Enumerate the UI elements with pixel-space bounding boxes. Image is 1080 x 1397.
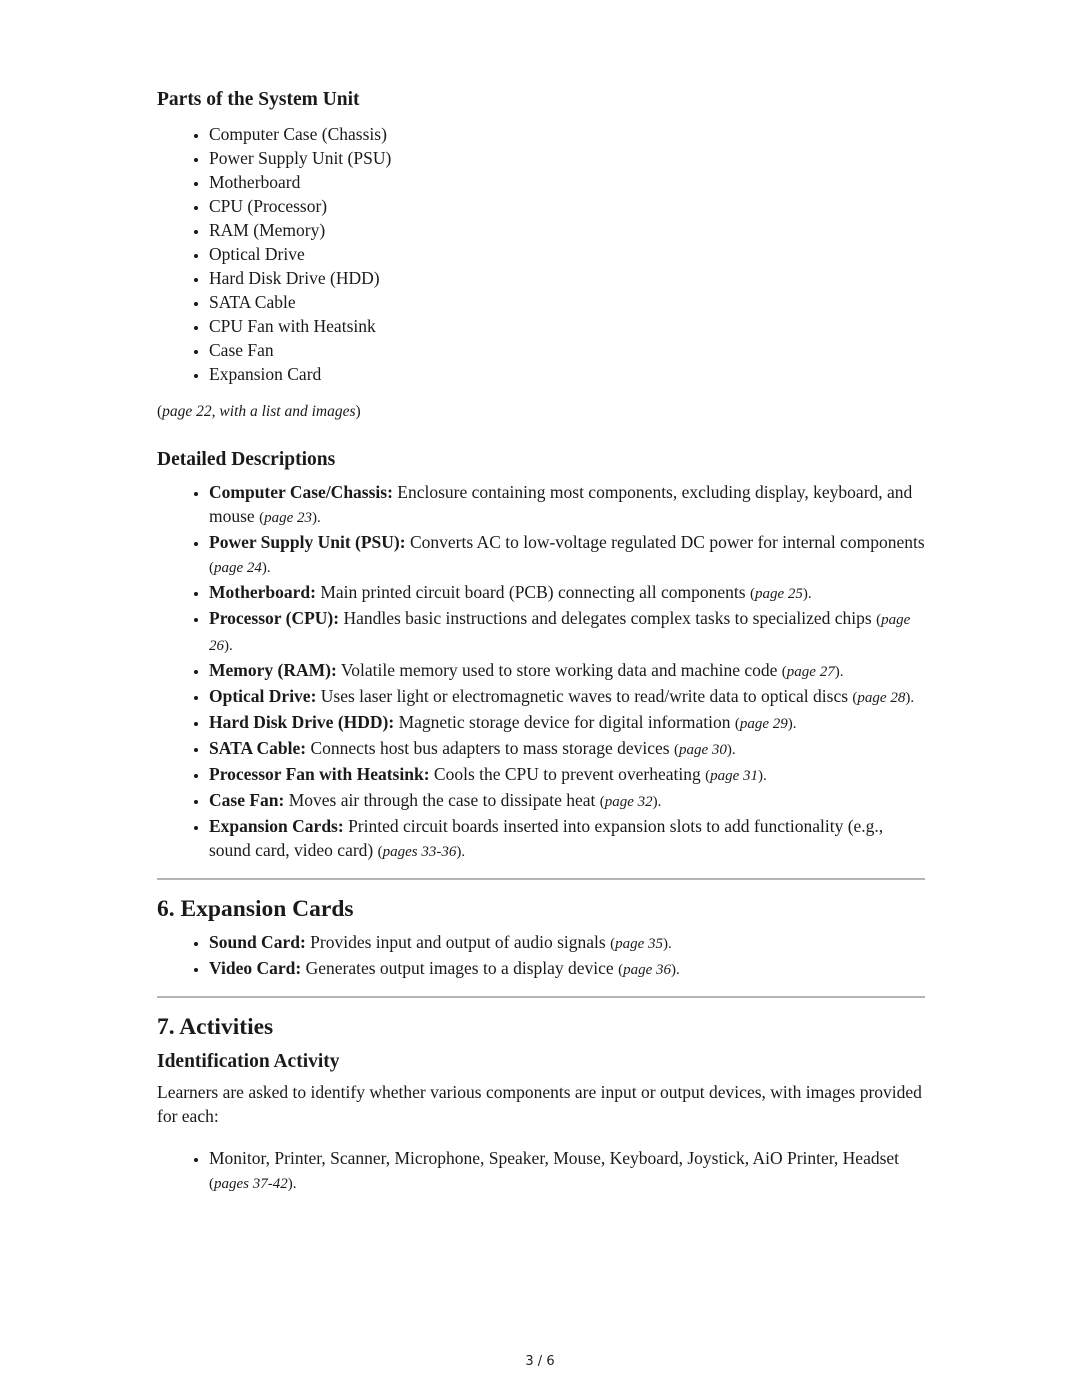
item-term: Hard Disk Drive (HDD): — [209, 712, 395, 732]
activities-heading: 7. Activities — [157, 1014, 274, 1040]
list-item — [209, 736, 925, 762]
detailed-heading: Detailed Descriptions — [157, 449, 336, 470]
parts-heading: Parts of the System Unit — [157, 89, 360, 110]
list-item — [209, 788, 925, 814]
item-description: Main printed circuit board (PCB) connecting all components — [315, 582, 750, 602]
page-ref-text: page 28 — [857, 690, 906, 706]
list-item: • CPU (Processor) — [209, 194, 925, 218]
item-description: Connects host bus adapters to mass storage devices — [306, 738, 674, 758]
list-item — [209, 684, 925, 710]
paren-open: ( — [734, 716, 740, 732]
paren-open: ( — [876, 612, 882, 628]
page-ref — [209, 560, 271, 576]
page-number-indicator: 3 / 6 — [525, 1354, 555, 1369]
page-ref — [735, 716, 797, 732]
paren-open: ( — [209, 1176, 214, 1192]
parts-list — [157, 122, 925, 386]
paren-close: ). — [287, 1176, 297, 1192]
paren-open: ( — [209, 560, 214, 576]
list-item: • Motherboard — [209, 170, 925, 194]
paren-close: ). — [663, 936, 672, 952]
section-detailed-descriptions — [157, 448, 925, 864]
list-item: • Optical Drive — [209, 242, 925, 266]
paren-open: ( — [599, 794, 605, 810]
page-ref-text: page 31 — [710, 768, 759, 784]
list-item — [209, 1146, 925, 1196]
expansion-heading: 6. Expansion Cards — [157, 896, 354, 922]
page-ref — [705, 768, 767, 784]
paren-open: ( — [674, 742, 679, 758]
activity-intro-paragraph: Learners are asked to identify whether various components are input or output devices, with images provided for each: — [157, 1082, 922, 1126]
item-term: SATA Cable: — [209, 738, 307, 758]
paren-close: ). — [905, 690, 915, 706]
page-ref — [750, 586, 812, 602]
page-ref — [378, 844, 466, 860]
paren-open: ( — [618, 962, 624, 978]
list-item: • Case Fan — [209, 338, 925, 362]
item-term: Case Fan: — [209, 790, 285, 810]
page-ref-text: page 29 — [739, 716, 788, 732]
activity-list — [157, 1146, 925, 1196]
item-description: Converts AC to low-voltage regulated DC power for internal components — [405, 532, 925, 552]
paren-close: ). — [787, 716, 797, 732]
page-ref-text: page 26 — [209, 612, 911, 654]
page-ref — [259, 510, 321, 526]
section-divider — [157, 996, 925, 998]
paren-close: ). — [670, 962, 680, 978]
item-description: Volatile memory used to store working data and machine code — [336, 660, 782, 680]
item-term: Optical Drive: — [209, 686, 317, 706]
paren-open: ( — [781, 664, 787, 680]
item-term: Video Card: — [209, 958, 302, 978]
page-ref-text: page 24 — [214, 560, 262, 576]
page-ref-text: page 25 — [754, 586, 803, 602]
section-parts — [157, 88, 925, 386]
item-description: Enclosure containing most components, excluding display, keyboard, and mouse — [209, 482, 913, 526]
page-ref — [852, 690, 914, 706]
item-description: Printed circuit boards inserted into expansion slots to add functionality (e.g., sound card, video card) — [209, 816, 884, 860]
list-item — [209, 814, 925, 864]
page-ref-text: page 36 — [623, 962, 671, 978]
item-description: Generates output images to a display device — [301, 958, 619, 978]
page-ref-text: page 35 — [615, 936, 663, 952]
expansion-list — [157, 930, 925, 982]
page-ref-text: page 32 — [604, 794, 653, 810]
list-item — [209, 658, 925, 684]
list-item: • Computer Case (Chassis) — [209, 122, 925, 146]
page-note-text: page 22, with a list and images — [162, 403, 356, 420]
paren-open: ( — [852, 690, 858, 706]
list-item: • CPU Fan with Heatsink — [209, 314, 925, 338]
item-description: Moves air through the case to dissipate heat — [284, 790, 600, 810]
paren-open: ( — [259, 510, 265, 526]
list-item: • Hard Disk Drive (HDD) — [209, 266, 925, 290]
paren-close: ). — [758, 768, 767, 784]
item-description: Provides input and output of audio signals — [305, 932, 611, 952]
paren-open: ( — [610, 936, 616, 952]
page-ref-text: page 30 — [679, 742, 727, 758]
list-item — [209, 530, 925, 580]
list-item — [209, 930, 925, 956]
item-description: Handles basic instructions and delegates complex tasks to specialized chips — [339, 608, 877, 628]
paren-close: ). — [261, 560, 271, 576]
item-term: Processor (CPU): — [209, 608, 340, 628]
page-ref — [782, 664, 844, 680]
section-divider — [157, 878, 925, 880]
paren-close: ). — [802, 586, 812, 602]
list-item: • Power Supply Unit (PSU) — [209, 146, 925, 170]
item-term: Expansion Cards: — [209, 816, 344, 836]
paren-open: ( — [377, 844, 383, 860]
identification-activity-heading: Identification Activity — [157, 1051, 340, 1072]
item-term: Processor Fan with Heatsink: — [209, 764, 430, 784]
page-ref-text: pages 37-42 — [214, 1176, 288, 1192]
page-ref-text: page 23 — [264, 510, 312, 526]
page-ref — [610, 936, 672, 952]
list-item — [209, 606, 925, 658]
paren-close: ). — [834, 664, 844, 680]
item-term: Computer Case/Chassis: — [209, 482, 393, 502]
paren-close: ). — [726, 742, 736, 758]
page-ref — [618, 962, 680, 978]
paren-close: ). — [224, 638, 233, 654]
list-item — [209, 480, 925, 530]
list-item — [209, 762, 925, 788]
paren-close: ). — [312, 510, 321, 526]
list-item — [209, 580, 925, 606]
item-description: Magnetic storage device for digital information — [394, 712, 735, 732]
item-description: Monitor, Printer, Scanner, Microphone, Speaker, Mouse, Keyboard, Joystick, AiO Printer, Headset — [209, 1148, 900, 1168]
page-ref — [600, 794, 662, 810]
paren-close: ). — [456, 844, 466, 860]
list-item — [209, 956, 925, 982]
list-item: • Expansion Card — [209, 362, 925, 386]
item-term: Sound Card: — [209, 932, 306, 952]
page-ref — [674, 742, 736, 758]
paren-open: ( — [705, 768, 711, 784]
list-item: • SATA Cable — [209, 290, 925, 314]
list-item: • RAM (Memory) — [209, 218, 925, 242]
page-ref-text: page 27 — [786, 664, 835, 680]
paren-open: ( — [157, 403, 163, 420]
paren-open: ( — [749, 586, 755, 602]
item-term: Motherboard: — [209, 582, 316, 602]
section-activities — [157, 1012, 925, 1196]
paren-close: ) — [355, 403, 361, 420]
page-ref — [209, 1176, 297, 1192]
page-reference-note — [157, 402, 925, 422]
item-description: Uses laser light or electromagnetic waves to read/write data to optical discs — [316, 686, 853, 706]
page-ref-text: pages 33-36 — [382, 844, 457, 860]
detailed-list — [157, 480, 925, 864]
item-description: Cools the CPU to prevent overheating — [429, 764, 706, 784]
item-term: Memory (RAM): — [209, 660, 337, 680]
paren-close: ). — [652, 794, 662, 810]
item-term: Power Supply Unit (PSU): — [209, 532, 406, 552]
list-item — [209, 710, 925, 736]
section-expansion-cards — [157, 894, 925, 982]
